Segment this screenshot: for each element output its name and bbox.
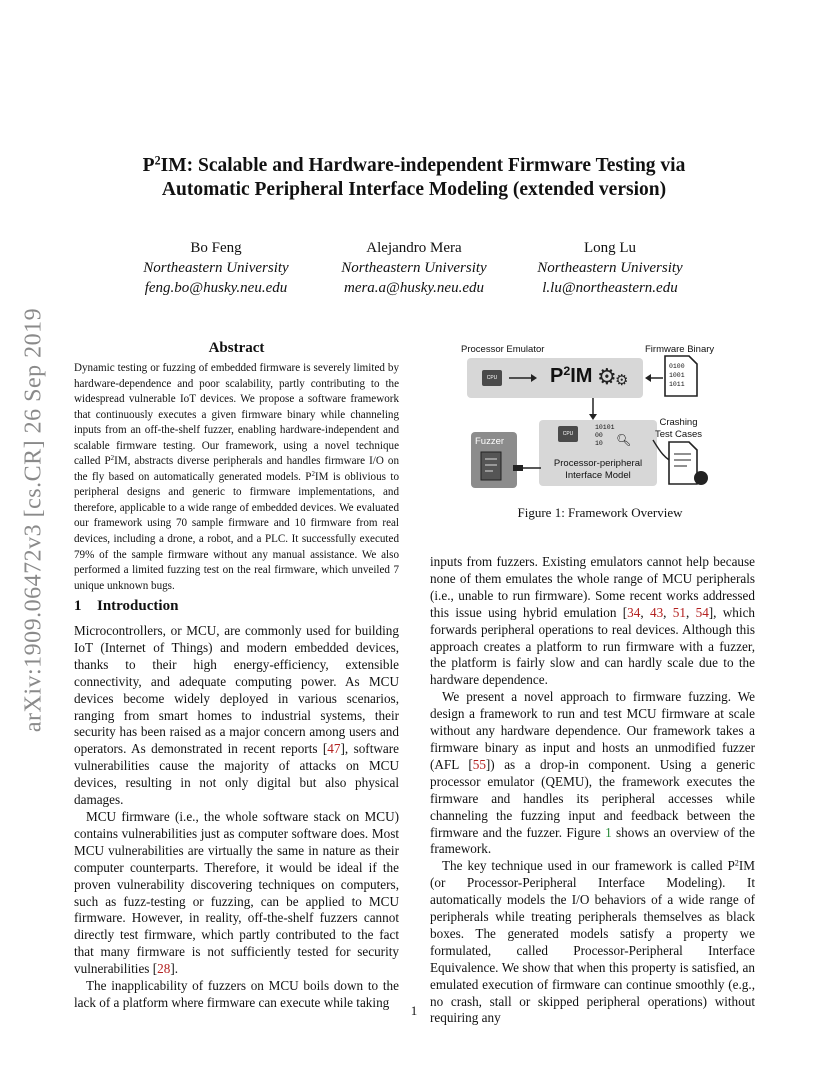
model-bits: 10101 00 10	[595, 424, 615, 447]
paragraph: The key technique used in our framework is called $P^2IM$ (or Processor-Peripheral Interface Modeling). It automatically models the I/O behaviors of a wide range of peripherals while treating peripherals themselves as black boxes. The generated models satisfy a property we formulated, called Processor-Peripheral Interface Equivalence. We show that when this property is satisfied, an emulated execution of firmware can continue smoothly (e.g., no crash, stall or skipped peripheral operations) without requiring any	[430, 858, 755, 1026]
author-affiliation: Northeastern University	[341, 260, 487, 276]
citation-link[interactable]: 54	[695, 604, 709, 620]
author-name: Long Lu	[583, 240, 637, 256]
paragraph: inputs from fuzzers. Existing emulators cannot help because none of them emulates the whole range of MCU peripherals (i.e., unable to run firmware). Some recent works addressed this issue using hybrid emulation [34, 43, 51, 54], which forwards peripheral operations to real devices. Although this approach creates a platform to run firmware with a fuzzer, the platform is fairly slow and can hardly scale due to the hardware dependence.	[430, 554, 756, 688]
citation-link[interactable]: 55	[472, 756, 486, 772]
citation-link[interactable]: 47	[327, 741, 341, 757]
arrow-right-icon	[507, 372, 537, 384]
page-number: 1	[410, 1003, 418, 1018]
p2im-label: $P^2IM$	[550, 364, 593, 387]
section-heading: 1 Introduction	[74, 598, 179, 614]
author-3	[500, 238, 720, 298]
paragraph: The inapplicability of fuzzers on MCU boils down to the lack of a platform where firmware can execute while taking	[74, 978, 399, 1010]
paragraph: MCU firmware (i.e., the whole software stack on MCU) contains vulnerabilities just as computer software does. Most MCU vulnerabilities are virtually the same in nature as their computer counterparts. Therefore, it would be ideal if the proven vulnerability discovering techniques on computers, such as fuzz-testing or fuzzing, can be applied to MCU firmware. However, in reality, off-the-shelf fuzzers cannot directly test firmware, which partly contributed to the fact that many firmware is not sufficiently tested for security vulnerabilities [28].	[74, 808, 399, 977]
body-column-left	[74, 623, 399, 1012]
citation-link[interactable]: 51	[672, 604, 686, 620]
citation-link[interactable]: 28	[157, 961, 171, 977]
author-email: feng.bo@husky.neu.edu	[144, 280, 288, 296]
crashing-test-cases-label: Crashing Test Cases	[655, 417, 702, 440]
author-name: Alejandro Mera	[366, 240, 462, 256]
cpu-chip-icon: CPU	[482, 370, 502, 386]
fuzzer-doc-icon	[479, 450, 507, 484]
author-affiliation: Northeastern University	[537, 260, 683, 276]
gears-small-icon: ⚙	[615, 373, 629, 389]
processor-emulator-label: Processor Emulator	[461, 344, 545, 355]
author-email: l.lu@northeastern.edu	[542, 280, 678, 296]
paragraph: Microcontrollers, or MCU, are commonly used for building IoT (Internet of Things) and modern embedded devices, thanks to their high energy-efficiency, extensible connectivity, and adequate computing power. As MCU devices become widely deployed in various scenarios, ranging from smart homes to industrial systems, their security has been raised as a major concern among users and operators. As demonstrated in recent reports [47], software vulnerabilities cause the majority of attacks on MCU devices, resulting in not only digital but also physical damages.	[74, 623, 399, 808]
author-2	[304, 238, 524, 298]
citation-link[interactable]: 34	[627, 604, 641, 620]
plug-icon	[513, 462, 543, 474]
cpu-chip-icon: CPU	[558, 426, 578, 442]
body-column-right	[430, 554, 755, 1027]
author-email: mera.a@husky.neu.edu	[343, 280, 485, 296]
author-affiliation: Northeastern University	[143, 260, 289, 276]
fuzzer-label: Fuzzer	[475, 436, 505, 447]
crash-report-icon	[667, 440, 713, 490]
citation-link[interactable]: 43	[649, 604, 664, 620]
binary-bits: 0100 1001 1011	[669, 363, 685, 388]
paragraph: We present a novel approach to firmware fuzzing. We design a framework to run and test MCU firmware at scale without any hardware dependence. Our framework takes a firmware binary as input and hosts an unmodified fuzzer (AFL [55]) as a drop-in component. Using a generic processor emulator (QEMU), the framework executes the firmware and handles its peripheral accesses while channeling the fuzzing input and feedback between the firmware and the fuzzer. Figure 1 shows an overview of the framework.	[430, 689, 755, 857]
author-name: Bo Feng	[190, 240, 242, 256]
arrow-left-icon	[645, 372, 663, 384]
model-label: Processor-peripheral Interface Model	[553, 458, 643, 481]
abstract-heading: Abstract	[208, 340, 265, 356]
gears-icon: ⚙	[597, 364, 617, 389]
figure-link[interactable]: 1	[605, 824, 612, 840]
magnifier-icon: 🔍︎	[616, 433, 632, 447]
paper-title: $P^2IM$: Scalable and Hardware-independent Firmware Testing via Automatic Peripheral Interface Modeling (extended version)	[142, 153, 686, 200]
abstract-text: Dynamic testing or fuzzing of embedded firmware is severely limited by hardware-dependence and poor scalability, partly contributing to the widespread vulnerable IoT devices. We propose a software framework that continuously executes a given firmware binary while channeling inputs from an off-the-shelf fuzzer, enabling hardware-independent and scalable firmware testing. Our framework, using a novel technique called $P^2IM$, abstracts diverse peripherals and handles firmware I/O on the fly based on automatically generated models. $P^2IM$ is oblivious to peripheral designs and generic to firmware implementations, and therefore, applicable to a wide range of embedded devices. We evaluated our framework using 70 sample firmware and 10 firmware from real devices, including a drone, a robot, and a PLC. It successfully executed 79% of the sample firmware without any manual assistance. We also performed a limited fuzzing test on the real firmware, which unveiled 7 unique unknown bugs.	[74, 362, 399, 592]
arrow-down-icon	[587, 398, 599, 422]
author-1	[106, 238, 326, 298]
figure-caption: Figure 1: Framework Overview	[517, 505, 683, 520]
firmware-binary-label: Firmware Binary	[645, 344, 715, 355]
framework-overview-figure	[455, 340, 745, 495]
